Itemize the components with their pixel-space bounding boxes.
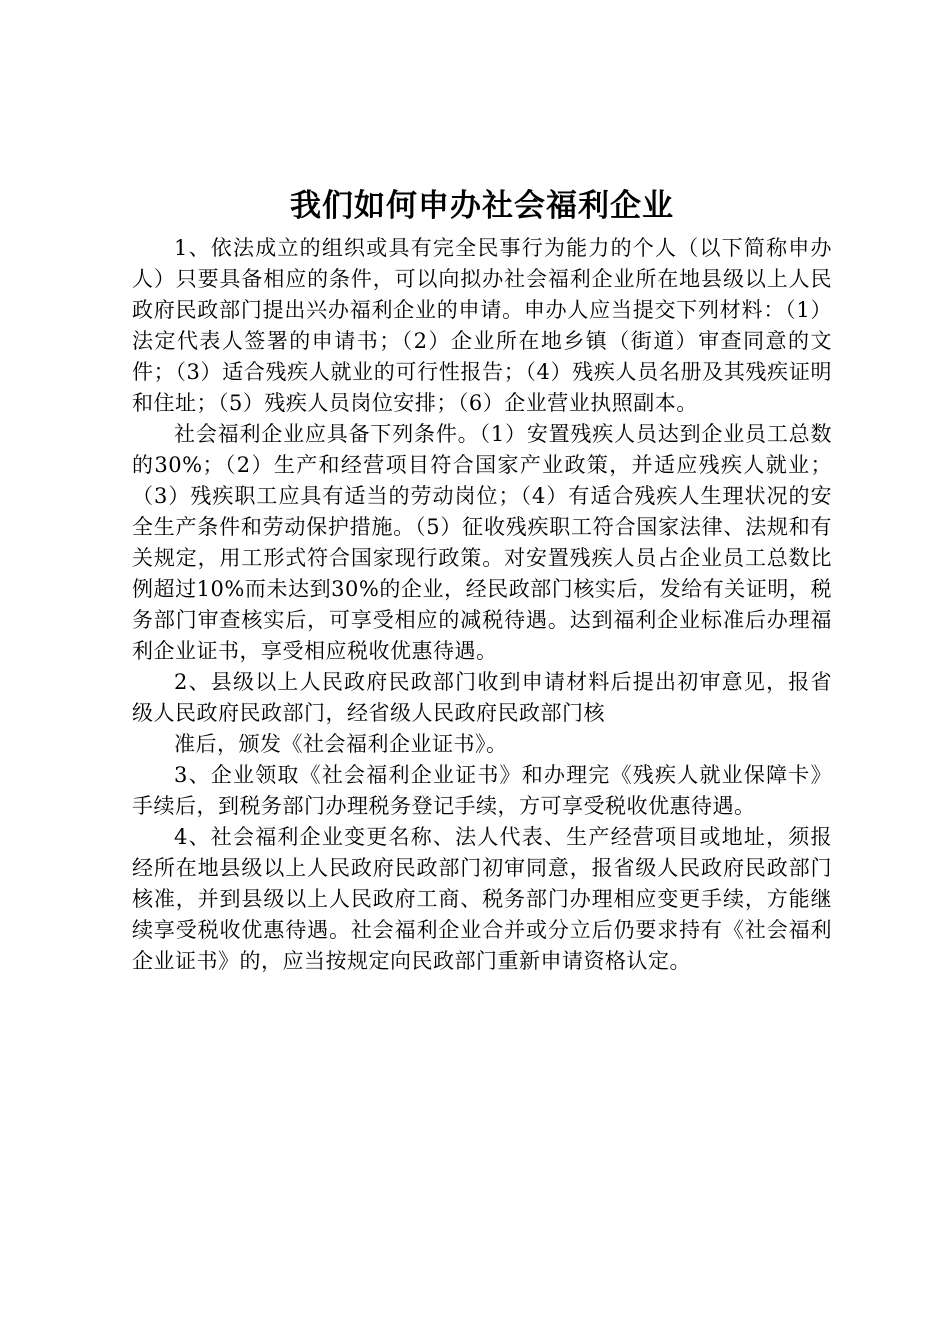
document-title: 我们如何申办社会福利企业 [290, 188, 674, 224]
paragraph-application: 1、依法成立的组织或具有完全民事行为能力的个人（以下简称申办人）只要具备相应的条件，可以向拟办社会福利企业所在地县级以上人民政府民政部门提出兴办福利企业的申请。申办人应当提交下列材料：（1）法定代表人签署的申请书；（2）企业所在地乡镇（街道）审查同意的文件；（3）适合残疾人就业的可行性报告；（4）残疾人员名册及其残疾证明和住址；（5）残疾人员岗位安排；（6）企业营业执照副本。 [132, 236, 832, 415]
paragraph-tax-registration: 3、企业领取《社会福利企业证书》和办理完《残疾人就业保障卡》手续后，到税务部门办理税务登记手续，方可享受税收优惠待遇。 [132, 763, 832, 818]
paragraph-review-continued: 准后，颁发《社会福利企业证书》。 [174, 732, 508, 756]
document-page [132, 185, 832, 977]
paragraph-review: 2、县级以上人民政府民政部门收到申请材料后提出初审意见，报省级人民政府民政部门，经省级人民政府民政部门核 [132, 670, 832, 725]
paragraph-conditions: 社会福利企业应具备下列条件。（1）安置残疾人员达到企业员工总数的30%；（2）生产和经营项目符合国家产业政策，并适应残疾人就业；（3）残疾职工应具有适当的劳动岗位；（4）有适合残疾人生理状况的安全生产条件和劳动保护措施。（5）征收残疾职工符合国家法律、法规和有关规定，用工形式符合国家现行政策。对安置残疾人员占企业员工总数比例超过10%而未达到30%的企业，经民政部门核实后，发给有关证明，税务部门审查核实后，可享受相应的减税待遇。达到福利企业标准后办理福利企业证书，享受相应税收优惠待遇。 [132, 422, 832, 663]
paragraph-changes: 4、社会福利企业变更名称、法人代表、生产经营项目或地址，须报经所在地县级以上人民政府民政部门初审同意，报省级人民政府民政部门核准，并到县级以上人民政府工商、税务部门办理相应变更手续，方能继续享受税收优惠待遇。社会福利企业合并或分立后仍要求持有《社会福利企业证书》的，应当按规定向民政部门重新申请资格认定。 [132, 825, 832, 973]
